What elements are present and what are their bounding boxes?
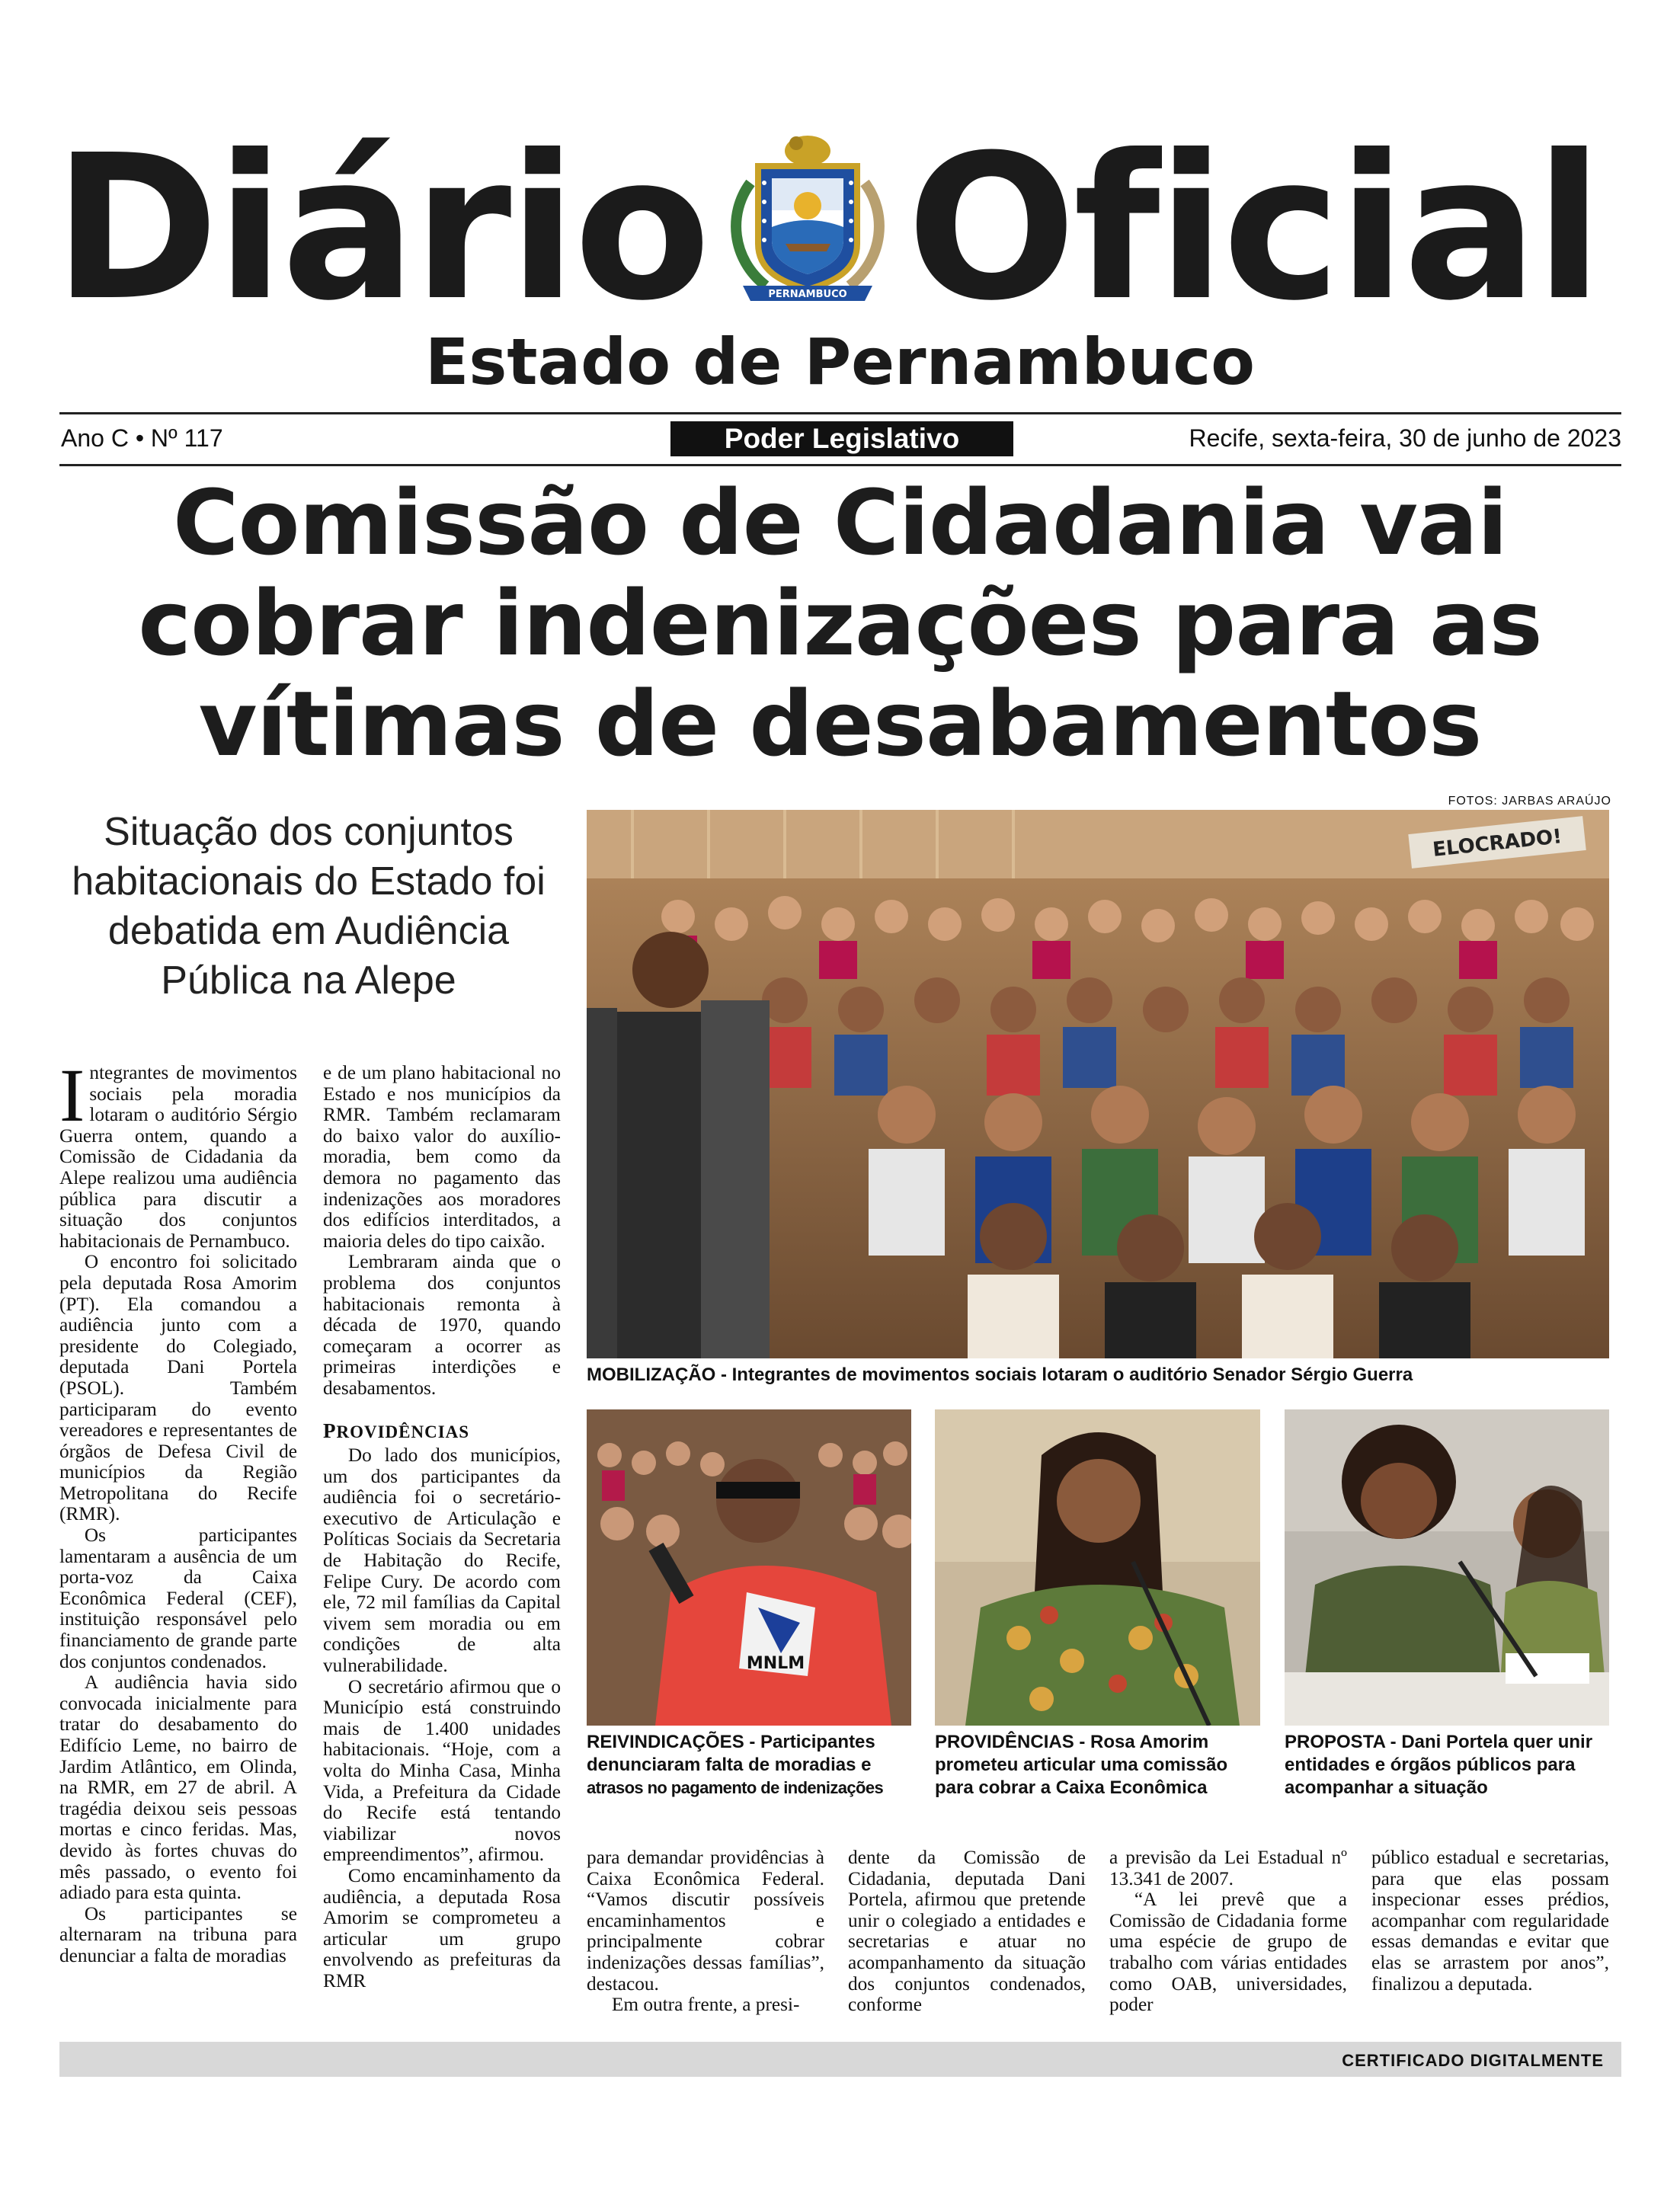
coat-of-arms-icon [720,130,895,309]
paragraph: Os participantes lamentaram a ausência de um porta-voz da Caixa Econômica Federal (CEF), instituição responsável pelo financiamento de grande parte dos conjuntos condenados. [59,1524,297,1672]
deck-line: Pública na Alepe [161,958,456,1003]
paragraph: a previsão da Lei Estadual nº 13.341 de 2007. [1109,1847,1347,1889]
banner-text: ELOCRADO! [1431,825,1563,862]
caption-reivindicacoes [587,1731,922,1800]
caption-line: atrasos no pagamento de indenizações [587,1778,884,1797]
main-photo [587,810,1609,1358]
paragraph: e de um plano habitacional no Estado e nos municípios da RMR. Também reclamaram do baixo valor do auxílio-moradia, bem como da demora no pagamento das indenizações aos moradores dos edifícios interditados, a maioria deles do tipo caixão. [323,1062,561,1252]
headline-line: vítimas de desabamentos [198,671,1482,776]
dateline: Recife, sexta-feira, 30 de junho de 2023 [1189,424,1621,452]
issue-number: Ano C • Nº 117 [61,424,223,452]
photo-proposta [1285,1409,1609,1726]
paragraph: O secretário afirmou que o Município está construindo mais de 1.400 unidades habitacionais. “Hoje, com a volta do Minha Casa, Minha Vida, a Prefeitura da Cidade do Recife está tentando viabilizar novos empreendimentos”, afirmou. [323,1675,561,1866]
shirt-text: MNLM [746,1654,805,1673]
paragraph: A audiência havia sido convocada inicialmente para tratar do desabamento do Edifício Leme, no bairro de Jardim Atlântico, em Olinda, na RMR, em 27 de abril. A tragédia deixou seis pessoas mortas e cinco feridas. Mas, devido às fortes chuvas do mês passado, o evento foi adiado para esta quinta. [59,1672,297,1904]
masthead-word-oficial: Oficial [907,112,1601,344]
caption-proposta [1285,1731,1620,1800]
headline-line: cobrar indenizações para as [138,571,1542,676]
paragraph: público estadual e secretarias, para que elas possam inspecionar esses prédios, acompanhar com regularidade essas demandas e evitar que elas se arrastem por anos”, finalizou a deputada. [1371,1847,1609,1995]
caption-line: prometeu articular uma comissão [935,1755,1228,1775]
paragraph: Lembraram ainda que o problema dos conjuntos habitacionais remonta à década de 1970, quando começaram a ocorrer as primeiras interdições e desabamentos. [323,1251,561,1399]
photo-reivindicacoes [587,1409,911,1726]
caption-line: entidades e órgãos públicos para [1285,1755,1576,1775]
article-column-1 [59,1053,297,1967]
caption-line: PROPOSTA - Dani Portela quer unir [1285,1732,1593,1752]
certification-label: CERTIFICADO DIGITALMENTE [1342,2051,1604,2070]
article-column-2 [323,1063,561,1992]
caption-providencias [935,1731,1270,1800]
article-column-3 [587,1847,824,2016]
deck-line: Situação dos conjuntos [104,810,514,854]
main-photo-caption: MOBILIZAÇÃO - Integrantes de movimentos sociais lotaram o auditório Senador Sérgio Guerra [587,1364,1413,1385]
section-subhead: PROVIDÊNCIAS [323,1419,470,1442]
branch-badge: Poder Legislativo [670,421,1013,456]
paragraph: O encontro foi solicitado pela deputada Rosa Amorim (PT). Ela comandou a audiência junto com a presidente do Colegiado, deputada Dani Portela (PSOL). Também participaram do evento vereadores e representantes de órgãos de Defesa Civil de municípios da Região Metropolitana do Recife (RMR). [59,1251,297,1525]
bottom-rule [59,464,1621,466]
deck-line: debatida em Audiência [107,909,510,953]
coat-label: PERNAMBUCO [768,289,847,300]
paragraph: Em outra frente, a presi- [611,1994,800,2016]
drop-cap: I [59,1053,85,1137]
paragraph: “A lei prevê que a Comissão de Cidadania forme uma espécie de grupo de trabalho com várias entidades como OAB, universidades, poder [1109,1889,1347,2016]
photo-credit: FOTOS: JARBAS ARAÚJO [1448,795,1611,808]
caption-line: PROVIDÊNCIAS - Rosa Amorim [935,1732,1209,1752]
deck-line: habitacionais do Estado foi [72,859,546,904]
headline [46,472,1634,774]
caption-line: denunciaram falta de moradias e [587,1755,872,1775]
caption-line: acompanhar a situação [1285,1777,1488,1798]
top-rule [59,412,1621,414]
paragraph: dente da Comissão de Cidadania, deputada Dani Portela, afirmou que pretende unir o colegiado a entidades e secretarias e atuar no acompanhamento da situação dos conjuntos condenados, conforme [848,1847,1086,2016]
paragraph: para demandar providências à Caixa Econômica Federal. “Vamos discutir possíveis encaminhamentos e principalmente cobrar indenizações dessas famílias”, destacou. [587,1847,824,1995]
article-column-6 [1371,1847,1609,1995]
paragraph: Os participantes se alternaram na tribuna para denunciar a falta de moradias [59,1902,297,1966]
headline-line: Comissão de Cidadania vai [172,470,1508,575]
article-column-5 [1109,1847,1347,2016]
masthead-word-diario: Diário [53,112,709,344]
paragraph: Integrantes de movimentos sociais pela moradia lotaram o auditório Sérgio Guerra ontem, quando a Comissão de Cidadania da Alepe realizou uma audiência pública para discutir a situação dos conjuntos habitacionais de Pernambuco. [59,1053,297,1252]
article-column-4 [848,1847,1086,2016]
caption-line: REIVINDICAÇÕES - Participantes [587,1732,875,1752]
paragraph: Do lado dos municípios, um dos participantes da audiência foi o secretário-executivo de Articulação e Políticas Sociais da Secretaria de Habitação do Recife, Felipe Cury. De acordo com ele, 72 mil famílias da Capital vivem sem moradia ou em condições de alta vulnerabilidade. [323,1444,561,1677]
masthead-subtitle: Estado de Pernambuco [424,325,1256,399]
photo-providencias [935,1409,1260,1726]
caption-line: para cobrar a Caixa Econômica [935,1777,1208,1798]
deck [57,808,560,1006]
paragraph: Como encaminhamento da audiência, a deputada Rosa Amorim se comprometeu a articular um grupo envolvendo as prefeituras da RMR [323,1864,561,1991]
